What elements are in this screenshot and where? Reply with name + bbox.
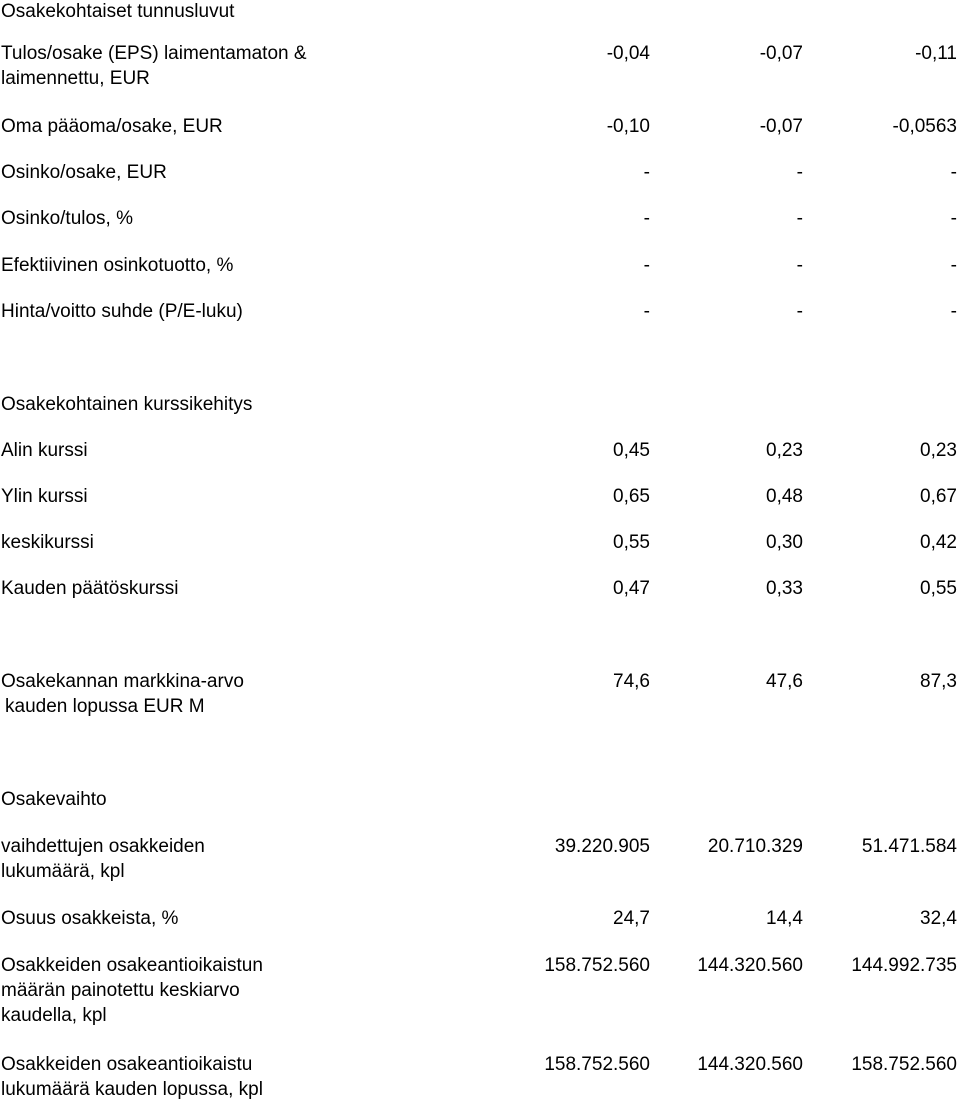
- table-row-equity-per-share: [0, 115, 960, 139]
- table-row-pe: [0, 300, 960, 324]
- value-col-1: 39.220.905: [554, 836, 650, 857]
- value-col-1: -0,10: [606, 116, 650, 137]
- section-heading-price-development: [0, 393, 960, 417]
- value-col-3: -: [950, 162, 957, 183]
- value-col-2: -0,07: [759, 43, 803, 64]
- row-label-cont: lukumäärä, kpl: [1, 861, 125, 882]
- value-col-2: 144.320.560: [697, 1054, 803, 1075]
- table-row-weighted-average-cont2: [0, 1004, 960, 1028]
- row-label: Osakkeiden osakeantioikaistu: [1, 1054, 253, 1075]
- value-col-2: -: [796, 255, 803, 276]
- value-col-1: 24,7: [613, 908, 650, 929]
- row-label-cont: lukumäärä kauden lopussa, kpl: [1, 1079, 263, 1100]
- value-col-3: 158.752.560: [851, 1054, 957, 1075]
- value-col-2: 0,48: [766, 486, 803, 507]
- value-col-3: 144.992.735: [851, 955, 957, 976]
- row-label-cont: kauden lopussa EUR M: [5, 696, 205, 717]
- value-col-1: 0,47: [613, 578, 650, 599]
- value-col-1: -: [643, 208, 650, 229]
- row-label-cont: määrän painotettu keskiarvo: [1, 980, 240, 1001]
- value-col-1: 74,6: [613, 671, 650, 692]
- value-col-1: 0,55: [613, 532, 650, 553]
- section-title: Osakekannan markkina-arvo: [1, 671, 244, 692]
- value-col-1: -0,04: [606, 43, 650, 64]
- table-row-average: [0, 531, 960, 555]
- value-col-3: -: [950, 301, 957, 322]
- value-col-3: 32,4: [920, 908, 957, 929]
- value-col-3: 0,23: [920, 440, 957, 461]
- table-row-high: [0, 485, 960, 509]
- value-col-3: 0,42: [920, 532, 957, 553]
- value-col-3: 51.471.584: [861, 836, 957, 857]
- value-col-3: -0,0563: [892, 116, 957, 137]
- value-col-3: -: [950, 255, 957, 276]
- table-row-weighted-average: [0, 954, 960, 978]
- value-col-1: -: [643, 255, 650, 276]
- section-title: Osakevaihto: [1, 789, 107, 810]
- value-col-2: 14,4: [766, 908, 803, 929]
- section-heading-per-share: [0, 0, 960, 24]
- row-label: Osinko/osake, EUR: [1, 162, 167, 183]
- value-col-1: 0,65: [613, 486, 650, 507]
- row-label: Hinta/voitto suhde (P/E-luku): [1, 301, 243, 322]
- value-col-3: -0,11: [915, 43, 957, 64]
- table-row-eps: [0, 42, 960, 66]
- section-heading-trading: [0, 788, 960, 812]
- table-row-closing: [0, 577, 960, 601]
- row-label: Osakkeiden osakeantioikaistun: [1, 955, 263, 976]
- row-label: Alin kurssi: [1, 440, 88, 461]
- value-col-3: -: [950, 208, 957, 229]
- table-row-share-of-shares: [0, 907, 960, 931]
- value-col-2: 47,6: [766, 671, 803, 692]
- table-row-shares-traded-cont: [0, 860, 960, 884]
- value-col-1: 158.752.560: [544, 955, 650, 976]
- table-row-end-count-cont: [0, 1078, 960, 1102]
- value-col-1: 158.752.560: [544, 1054, 650, 1075]
- value-col-2: 0,23: [766, 440, 803, 461]
- section-title: Osakekohtainen kurssikehitys: [1, 394, 253, 415]
- row-label: Tulos/osake (EPS) laimentamaton &: [1, 43, 307, 64]
- row-label: vaihdettujen osakkeiden: [1, 836, 205, 857]
- table-row-shares-traded: [0, 835, 960, 859]
- value-col-2: -: [796, 162, 803, 183]
- table-row-payout: [0, 207, 960, 231]
- value-col-2: -: [796, 208, 803, 229]
- value-col-2: 20.710.329: [707, 836, 803, 857]
- row-label: Kauden päätöskurssi: [1, 578, 179, 599]
- section-title: Osakekohtaiset tunnusluvut: [1, 1, 235, 22]
- row-label-cont: kaudella, kpl: [1, 1005, 107, 1026]
- value-col-3: 0,55: [920, 578, 957, 599]
- table-row-weighted-average-cont: [0, 979, 960, 1003]
- value-col-3: 0,67: [920, 486, 957, 507]
- value-col-1: -: [643, 301, 650, 322]
- value-col-2: -: [796, 301, 803, 322]
- table-row-market-value-cont: [0, 695, 960, 719]
- value-col-3: 87,3: [920, 671, 957, 692]
- table-row-market-value: [0, 670, 960, 694]
- table-row-low: [0, 439, 960, 463]
- value-col-2: 144.320.560: [697, 955, 803, 976]
- row-label: Efektiivinen osinkotuotto, %: [1, 255, 234, 276]
- table-row-end-count: [0, 1053, 960, 1077]
- table-row-dividend-per-share: [0, 161, 960, 185]
- row-label: Oma pääoma/osake, EUR: [1, 116, 223, 137]
- value-col-2: -0,07: [759, 116, 803, 137]
- value-col-1: -: [643, 162, 650, 183]
- value-col-1: 0,45: [613, 440, 650, 461]
- row-label-cont: laimennettu, EUR: [1, 68, 150, 89]
- row-label: keskikurssi: [1, 532, 94, 553]
- table-row-dividend-yield: [0, 254, 960, 278]
- table-row-eps-cont: [0, 67, 960, 91]
- row-label: Ylin kurssi: [1, 486, 88, 507]
- value-col-2: 0,33: [766, 578, 803, 599]
- row-label: Osinko/tulos, %: [1, 208, 133, 229]
- value-col-2: 0,30: [766, 532, 803, 553]
- row-label: Osuus osakkeista, %: [1, 908, 179, 929]
